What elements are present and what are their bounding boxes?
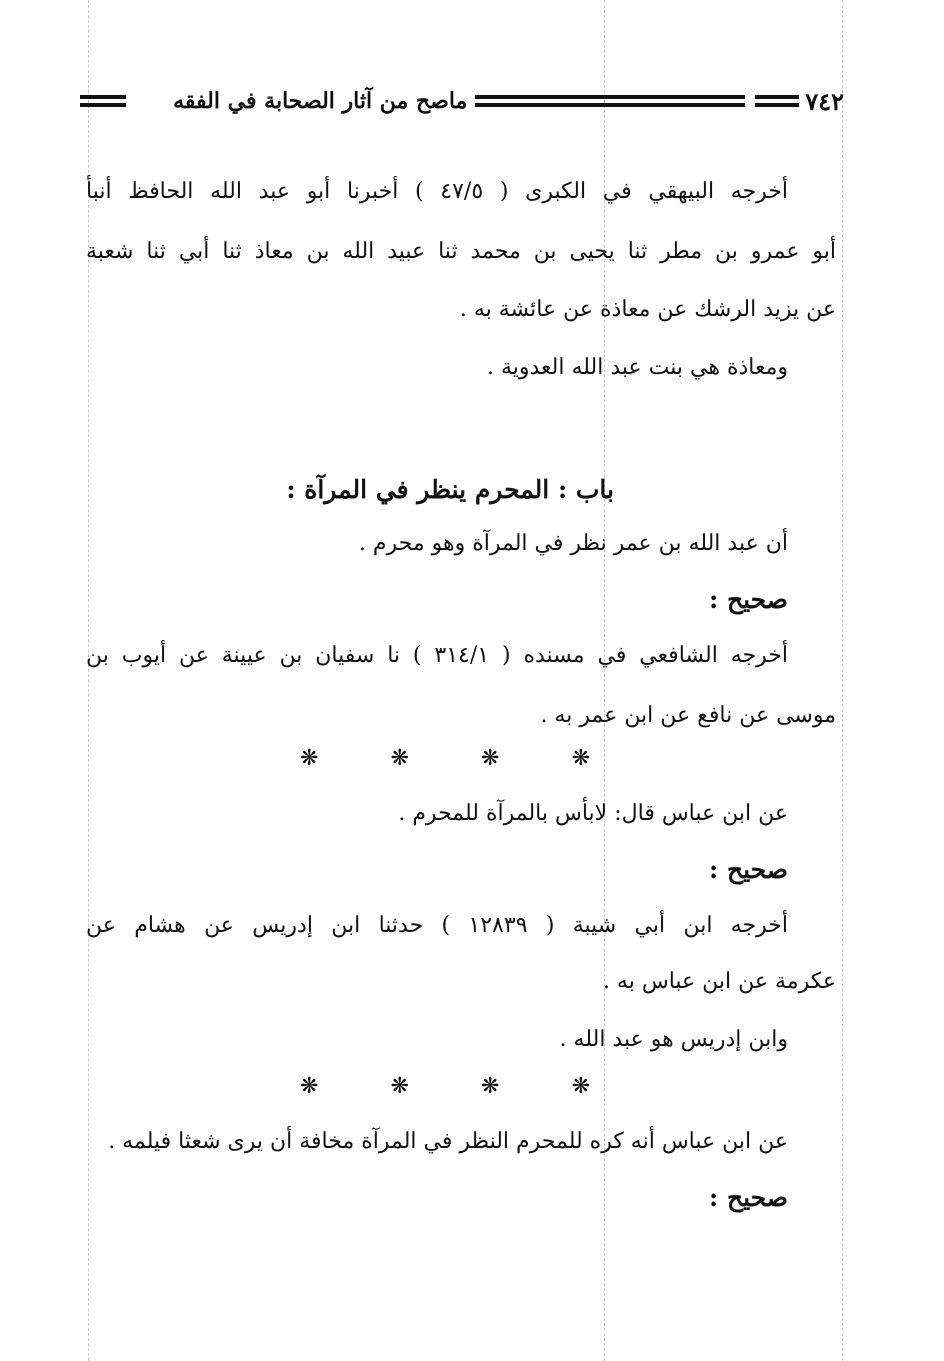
header-rule-left bbox=[80, 95, 126, 107]
star-ornament-icon: ❋ bbox=[571, 1074, 590, 1099]
separator-ornaments bbox=[300, 1074, 590, 1099]
paragraph-line: عن يزيد الرشك عن معاذة عن عائشة به . bbox=[459, 297, 836, 322]
star-ornament-icon: ❋ bbox=[571, 746, 590, 771]
grade-label: صحيح : bbox=[709, 585, 788, 614]
star-ornament-icon: ❋ bbox=[390, 746, 409, 771]
margin-guide-right bbox=[842, 0, 843, 1361]
paragraph-line: أخرجه البيهقي في الكبرى ( ٤٧/٥ ) أخبرنا أبو عبد الله الحافظ أنبأ bbox=[86, 179, 789, 204]
separator-ornaments bbox=[300, 746, 590, 771]
running-title: ماصح من آثار الصحابة في الفقه bbox=[173, 88, 468, 114]
athar-text: عن ابن عباس قال: لابأس بالمرآة للمحرم . bbox=[398, 801, 788, 826]
star-ornament-icon: ❋ bbox=[481, 1074, 500, 1099]
paragraph-line: ومعاذة هي بنت عبد الله العدوية . bbox=[486, 355, 788, 380]
takhrij-line: أخرجه الشافعي في مسنده ( ٣١٤/١ ) نا سفيان بن عيينة عن أيوب بن bbox=[86, 643, 788, 668]
header-rule-middle bbox=[475, 95, 745, 107]
takhrij-line: أخرجه ابن أبي شيبة ( ١٢٨٣٩ ) حدثنا ابن إدريس عن هشام عن bbox=[86, 913, 788, 938]
grade-label: صحيح : bbox=[709, 855, 788, 884]
star-ornament-icon: ❋ bbox=[481, 746, 500, 771]
star-ornament-icon: ❋ bbox=[300, 746, 319, 771]
header-rule-right bbox=[755, 95, 799, 107]
grade-label: صحيح : bbox=[709, 1183, 788, 1212]
page-header bbox=[80, 84, 844, 118]
note-line: وابن إدريس هو عبد الله . bbox=[559, 1027, 788, 1052]
athar-text: عن ابن عباس أنه كره للمحرم النظر في المرآة مخافة أن يرى شعثا فيلمه . bbox=[108, 1129, 788, 1154]
star-ornament-icon: ❋ bbox=[390, 1074, 409, 1099]
takhrij-line: موسى عن نافع عن ابن عمر به . bbox=[540, 703, 836, 728]
star-ornament-icon: ❋ bbox=[300, 1074, 319, 1099]
page-number: ٧٤٢ bbox=[805, 86, 844, 116]
athar-text: أن عبد الله بن عمر نظر في المرآة وهو محرم . bbox=[358, 531, 788, 556]
section-heading: باب : المحرم ينظر في المرآة : bbox=[286, 475, 614, 504]
takhrij-line: عكرمة عن ابن عباس به . bbox=[602, 969, 836, 994]
paragraph-line: أبو عمرو بن مطر ثنا يحيى بن محمد ثنا عبيد الله بن معاذ ثنا أبي ثنا شعبة bbox=[86, 239, 836, 264]
